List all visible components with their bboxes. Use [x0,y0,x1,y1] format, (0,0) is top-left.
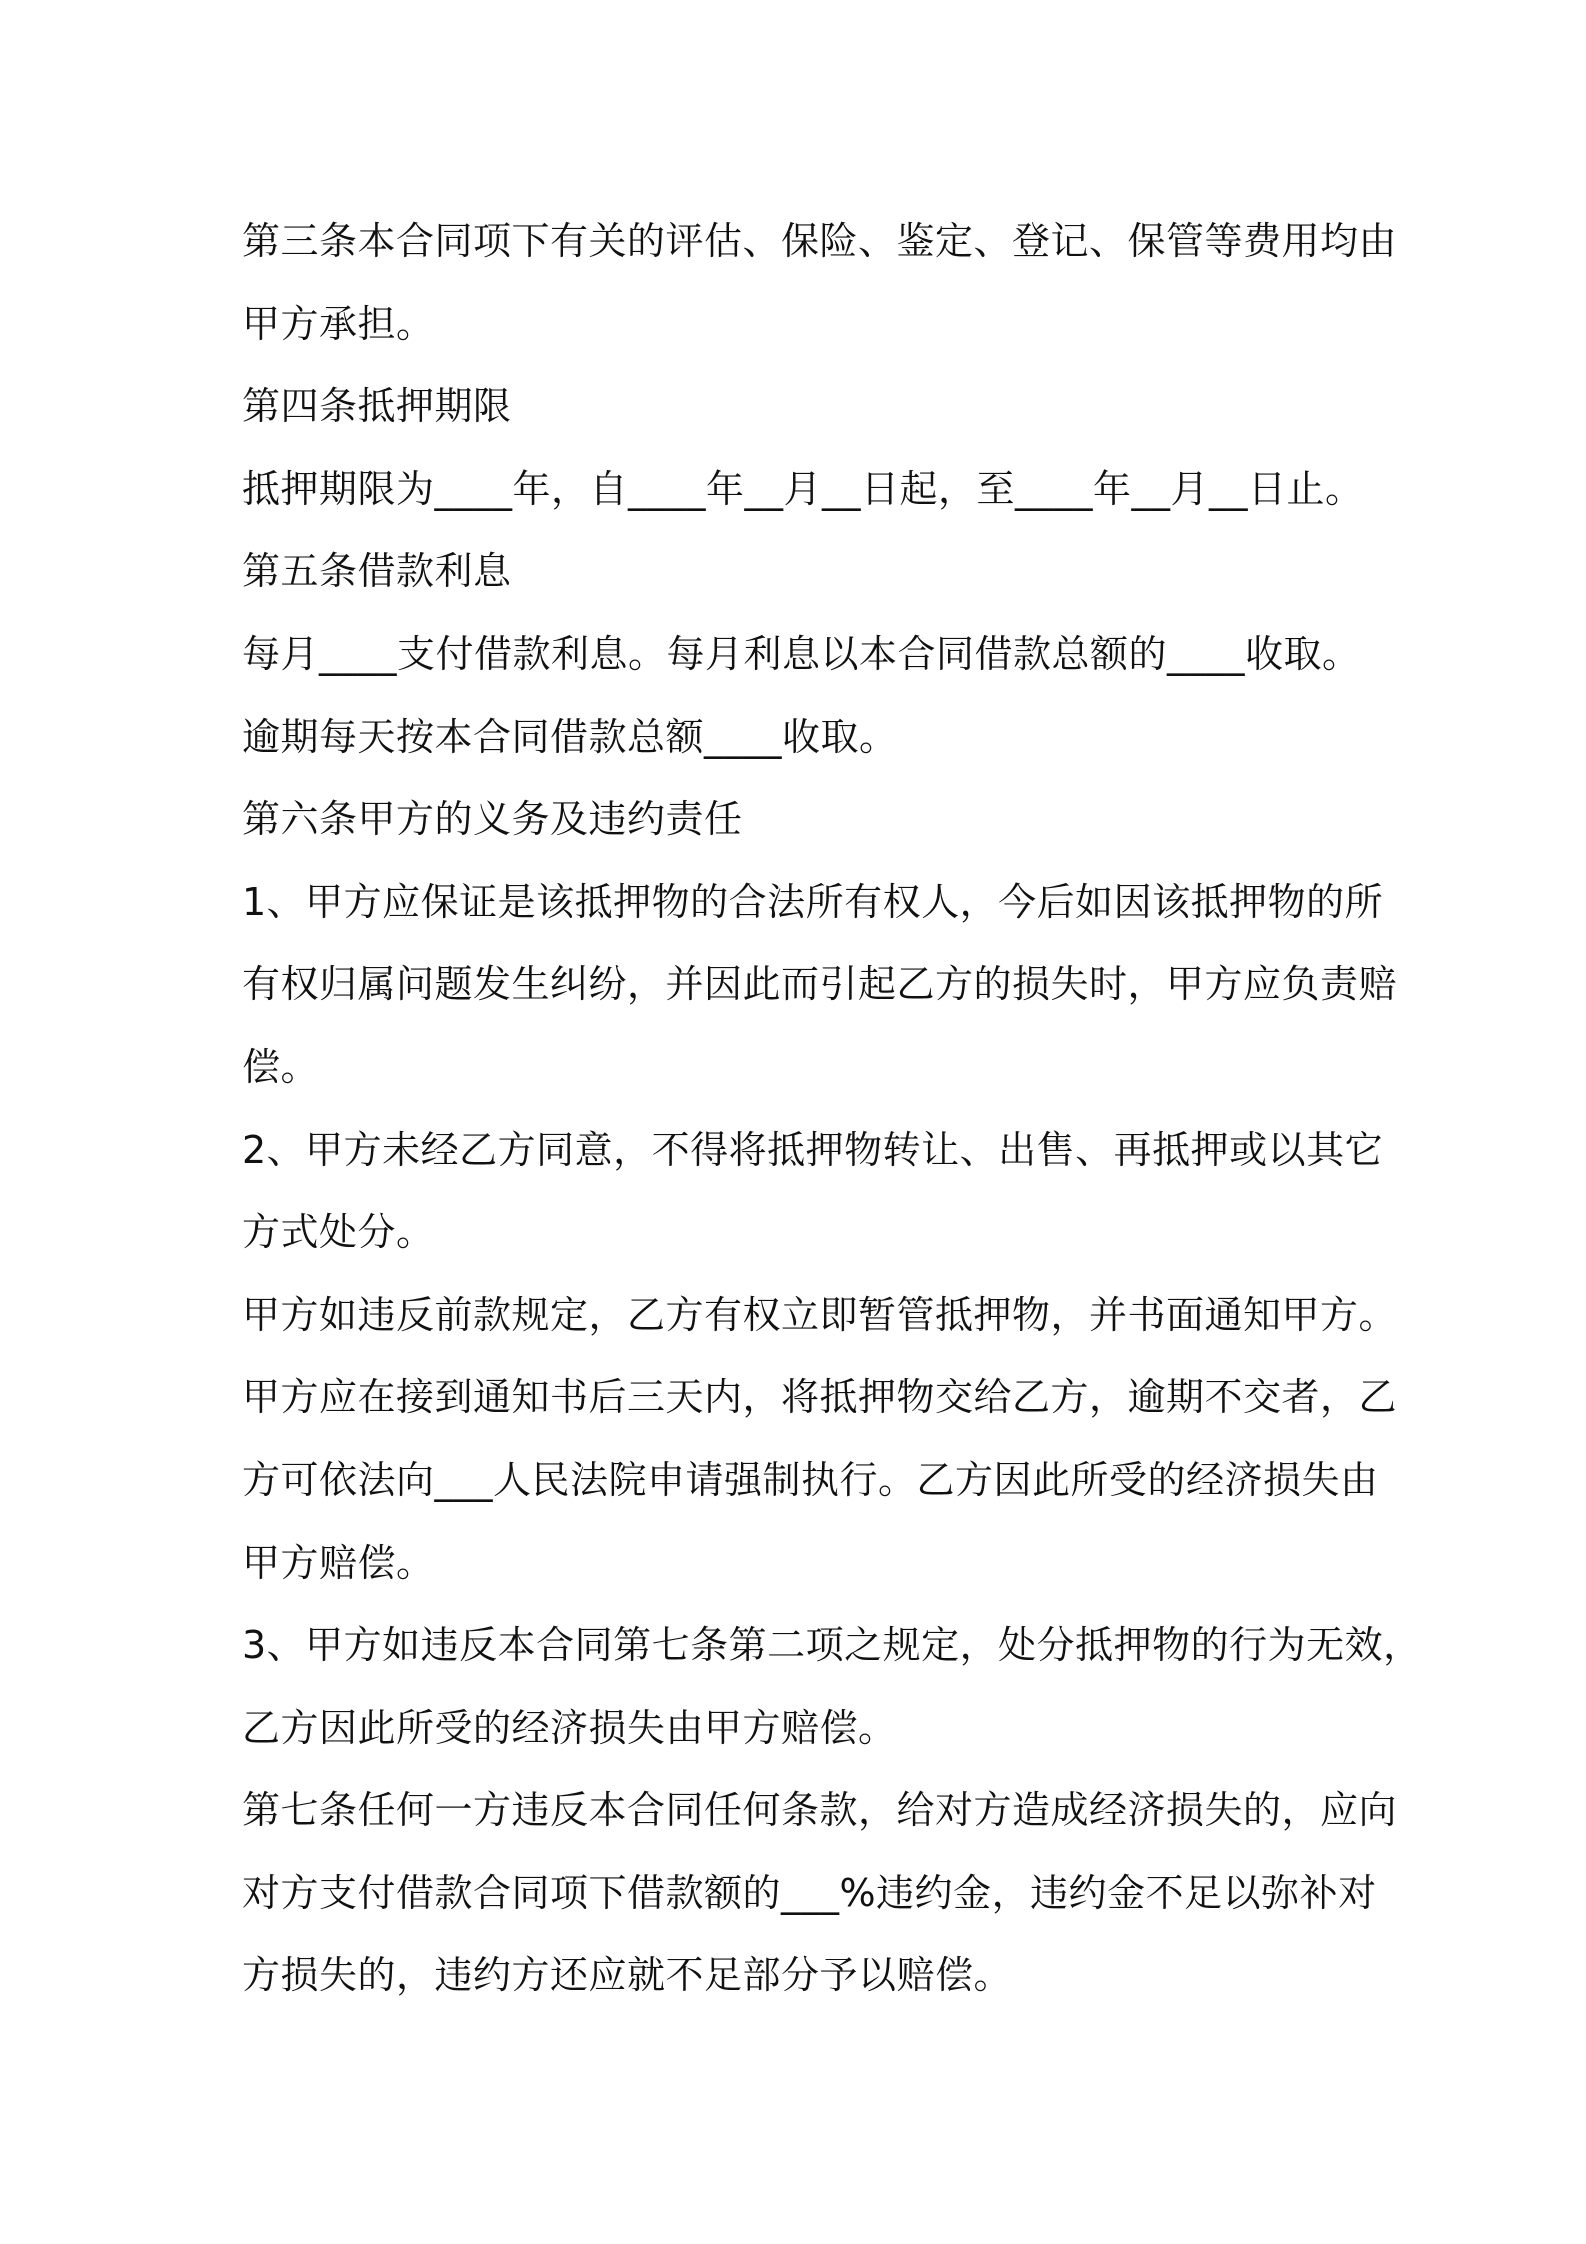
text-line: 乙方因此所受的经济损失由甲方赔偿。 [242,1705,897,1750]
text-line: 第三条本合同项下有关的评估、保险、鉴定、登记、保管等费用均由 [242,219,1398,263]
text-line: 逾期每天按本合同借款总额____收取。 [242,714,898,759]
section-heading: 第四条抵押期限 [242,384,512,429]
text-line: 有权归属问题发生纠纷，并因此而引起乙方的损失时，甲方应负责赔 [242,962,1398,1007]
text-line: 第七条任何一方违反本合同任何条款，给对方造成经济损失的，应向 [242,1788,1398,1833]
text-line: 甲方承担。 [242,301,435,346]
text-line: 甲方赔偿。 [242,1540,435,1585]
text-line: 3、甲方如违反本合同第七条第二项之规定，处分抵押物的行为无效， [242,1623,1422,1668]
text-line: 1、甲方应保证是该抵押物的合法所有权人，今后如因该抵押物的所 [242,879,1384,924]
text-line: 2、甲方未经乙方同意，不得将抵押物转让、出售、再抵押或以其它 [242,1127,1384,1172]
section-heading: 第六条甲方的义务及违约责任 [242,797,743,842]
text-line: 甲方如违反前款规定，乙方有权立即暂管抵押物，并书面通知甲方。 [242,1292,1398,1337]
text-line: 方式处分。 [242,1210,435,1255]
text-line: 方损失的，违约方还应就不足部分予以赔偿。 [242,1953,1013,1998]
text-line: 每月____支付借款利息。每月利息以本合同借款总额的____收取。 [242,631,1361,676]
section-heading: 第五条借款利息 [242,549,512,594]
text-line: 偿。 [242,1044,320,1089]
text-line: 甲方应在接到通知书后三天内，将抵押物交给乙方，逾期不交者，乙 [242,1375,1398,1420]
text-line: 对方支付借款合同项下借款额的___%违约金，违约金不足以弥补对 [242,1870,1377,1915]
text-line: 方可依法向___人民法院申请强制执行。乙方因此所受的经济损失由 [242,1457,1379,1502]
text-line: 抵押期限为____年，自____年__月__日起，至____年__月__日止。 [242,466,1364,511]
document-body [242,200,1422,2017]
